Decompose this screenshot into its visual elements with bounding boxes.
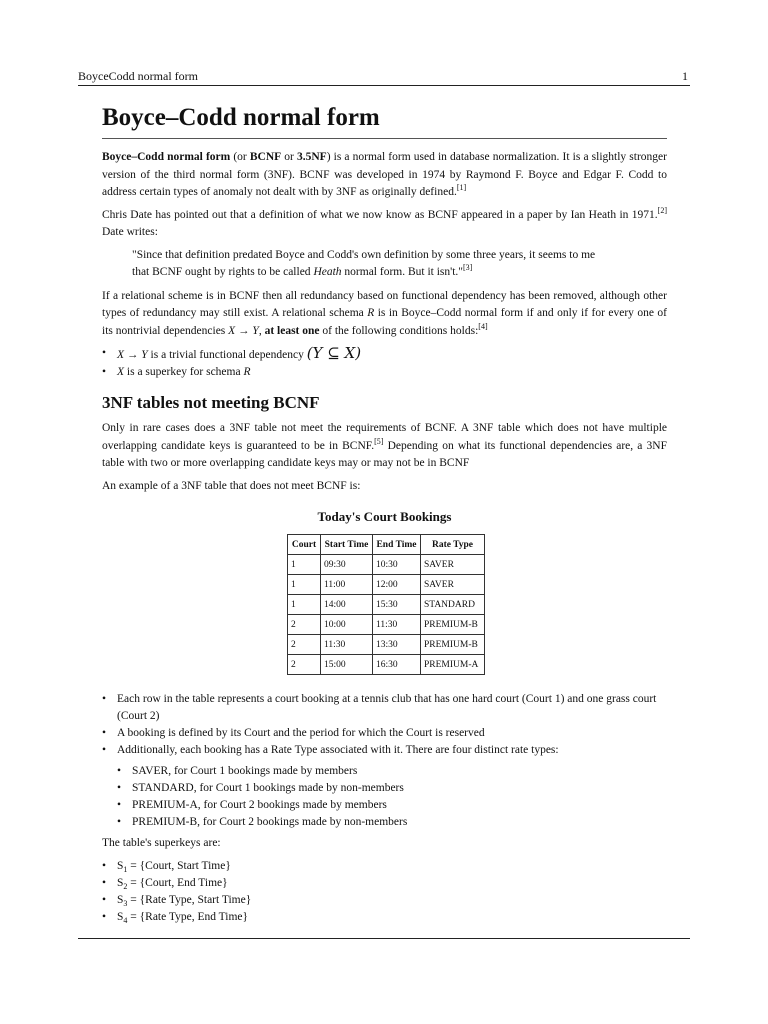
list-item: • Each row in the table represents a court booking at a tennis club that has one hard court (Court 1) and one grass court (Court 2) <box>102 691 667 725</box>
column-header: Rate Type <box>421 535 485 555</box>
superkey-index: 2 <box>123 881 128 891</box>
dependency-expression: X → Y <box>117 349 148 361</box>
superkey-index: 3 <box>123 898 128 908</box>
history-text: Date writes: <box>102 226 158 238</box>
quote-line <box>132 264 667 282</box>
table-cell: 11:30 <box>321 635 373 655</box>
list-item <box>102 345 667 364</box>
superkey-name: S <box>117 859 124 872</box>
table-cell: 14:00 <box>321 595 373 615</box>
list-item: • SAVER, for Court 1 bookings made by members <box>102 763 667 780</box>
citation-link[interactable]: [2] <box>657 205 667 215</box>
citation-link[interactable]: [5] <box>374 436 384 446</box>
table-cell: PREMIUM-B <box>421 635 485 655</box>
definition-text: If a relational scheme is in BCNF then all redundancy based on functional dependency has been removed, although other types of redundancy may still exist. A relational schema <box>102 289 667 319</box>
table-cell: 11:30 <box>373 615 421 635</box>
intro-text: ) is a normal form used in database normalization. It is a slightly stronger version of the third normal form (3NF). BCNF was developed in 1974 by Raymond F. Boyce and Edgar F. Codd to address certain types of anomaly not dealt with by 3NF as originally defined. <box>102 151 667 198</box>
section-paragraph <box>102 420 667 473</box>
superkey-name: S <box>117 876 124 889</box>
superkey-value: = {Court, Start Time} <box>127 859 231 872</box>
intro-paragraph <box>102 149 667 202</box>
condition-text: is a trivial functional dependency <box>147 349 307 361</box>
page-number: 1 <box>682 69 688 83</box>
superkeys-list <box>102 858 667 926</box>
superkey-value: = {Rate Type, Start Time} <box>127 893 252 906</box>
condition-text: is a superkey for schema <box>124 366 244 378</box>
math-formula: (Y ⊆ X) <box>306 344 362 362</box>
table-cell: 1 <box>288 555 321 575</box>
article-body <box>102 102 667 930</box>
table-cell: STANDARD <box>421 595 485 615</box>
list-item <box>102 875 667 892</box>
dependency-expression: X <box>117 366 125 378</box>
superkey-value: = {Court, End Time} <box>127 876 228 889</box>
list-item: • Additionally, each booking has a Rate Type associated with it. There are four distinct rate types: <box>102 742 667 759</box>
table-row <box>288 635 485 655</box>
citation-link[interactable]: [4] <box>478 321 488 331</box>
table-cell: SAVER <box>421 575 485 595</box>
section-text: Depending on what its functional dependencies are, a 3NF table with two or more overlapping candidate keys may or may not be in BCNF <box>102 439 667 469</box>
table-cell: 11:00 <box>321 575 373 595</box>
table-cell: SAVER <box>421 555 485 575</box>
term-3-5nf: 3.5NF <box>296 151 327 163</box>
table-row <box>288 555 485 575</box>
table-cell: PREMIUM-A <box>421 655 485 675</box>
table-cell: 2 <box>288 655 321 675</box>
list-item: • PREMIUM-A, for Court 2 bookings made by members <box>102 797 667 814</box>
table-row <box>288 655 485 675</box>
table-cell: 15:00 <box>321 655 373 675</box>
section-heading: 3NF tables not meeting BCNF <box>102 393 320 412</box>
table-cell: 15:30 <box>373 595 421 615</box>
superkey-value: = {Rate Type, End Time} <box>127 910 249 923</box>
schema-symbol: R <box>367 307 375 319</box>
table-cell: 10:30 <box>373 555 421 575</box>
citation-link[interactable]: [3] <box>463 263 473 272</box>
court-bookings-table <box>287 534 485 675</box>
quote-text: that BCNF ought by rights to be called <box>132 266 314 278</box>
schema-symbol: R <box>243 366 251 378</box>
superkey-name: S <box>117 910 124 923</box>
quote-line: "Since that definition predated Boyce and Codd's own definition by some three years, it seems to me <box>132 248 596 261</box>
article-title: Boyce–Codd normal form <box>102 102 667 139</box>
superkey-index: 4 <box>123 915 128 925</box>
table-cell: 2 <box>288 615 321 635</box>
citation-link[interactable]: [1] <box>456 183 467 192</box>
table-header-row <box>288 535 485 555</box>
table-cell: 10:00 <box>321 615 373 635</box>
history-paragraph <box>102 207 667 242</box>
definition-emphasis: at least one <box>264 324 320 337</box>
term-bcnf: BCNF <box>249 151 282 163</box>
list-item <box>102 364 667 381</box>
intro-text: or <box>281 151 297 163</box>
column-header: End Time <box>373 535 421 555</box>
table-cell: 09:30 <box>321 555 373 575</box>
notes-list <box>102 691 667 759</box>
list-item: • A booking is defined by its Court and the period for which the Court is reserved <box>102 725 667 742</box>
running-header-title: BoyceCodd normal form <box>78 69 198 83</box>
definition-paragraph <box>102 288 667 341</box>
footer-divider <box>78 938 690 939</box>
running-header <box>78 69 690 86</box>
block-quote <box>132 247 667 282</box>
intro-text: (or <box>230 151 250 163</box>
table-row <box>288 575 485 595</box>
table-cell: 2 <box>288 635 321 655</box>
definition-text: , <box>258 324 265 337</box>
superkey-name: S <box>117 893 124 906</box>
list-item <box>102 892 667 909</box>
quote-emphasis: Heath <box>313 266 342 278</box>
table-row <box>288 615 485 635</box>
column-header: Court <box>288 535 321 555</box>
section-text: Only in rare cases does a 3NF table not meet the requirements of BCNF. A 3NF table which does not have multiple overlapping candidate keys is guaranteed to be in BCNF. <box>102 422 667 452</box>
table-cell: 1 <box>288 595 321 615</box>
table-cell: 1 <box>288 575 321 595</box>
term-bcnf-full: Boyce–Codd normal form <box>102 151 231 163</box>
definition-text: of the following conditions holds: <box>319 324 479 337</box>
dependency-expression: X → Y <box>228 324 259 337</box>
column-header: Start Time <box>321 535 373 555</box>
table-title: Today's Court Bookings <box>317 509 452 524</box>
table-cell: 13:30 <box>373 635 421 655</box>
definition-text: is in Boyce–Codd normal form if and only if for every one of its nontrivial dependencies <box>102 307 667 337</box>
history-text: Chris Date has pointed out that a definition of what we now know as BCNF appeared in a paper by Ian Heath in 1971. <box>102 208 658 221</box>
conditions-list <box>102 345 667 381</box>
list-item: • STANDARD, for Court 1 bookings made by non-members <box>102 780 667 797</box>
table-row <box>288 595 485 615</box>
superkeys-intro: The table's superkeys are: <box>102 837 221 849</box>
spacer <box>102 675 667 691</box>
section-paragraph: An example of a 3NF table that does not meet BCNF is: <box>102 479 361 492</box>
superkey-index: 1 <box>123 864 128 874</box>
table-cell: 12:00 <box>373 575 421 595</box>
quote-text: normal form. But it isn't." <box>341 266 463 278</box>
rate-types-list <box>102 763 667 831</box>
list-item <box>102 858 667 875</box>
list-item: • PREMIUM-B, for Court 2 bookings made by non-members <box>102 814 667 831</box>
list-item <box>102 909 667 926</box>
table-cell: PREMIUM-B <box>421 615 485 635</box>
table-cell: 16:30 <box>373 655 421 675</box>
